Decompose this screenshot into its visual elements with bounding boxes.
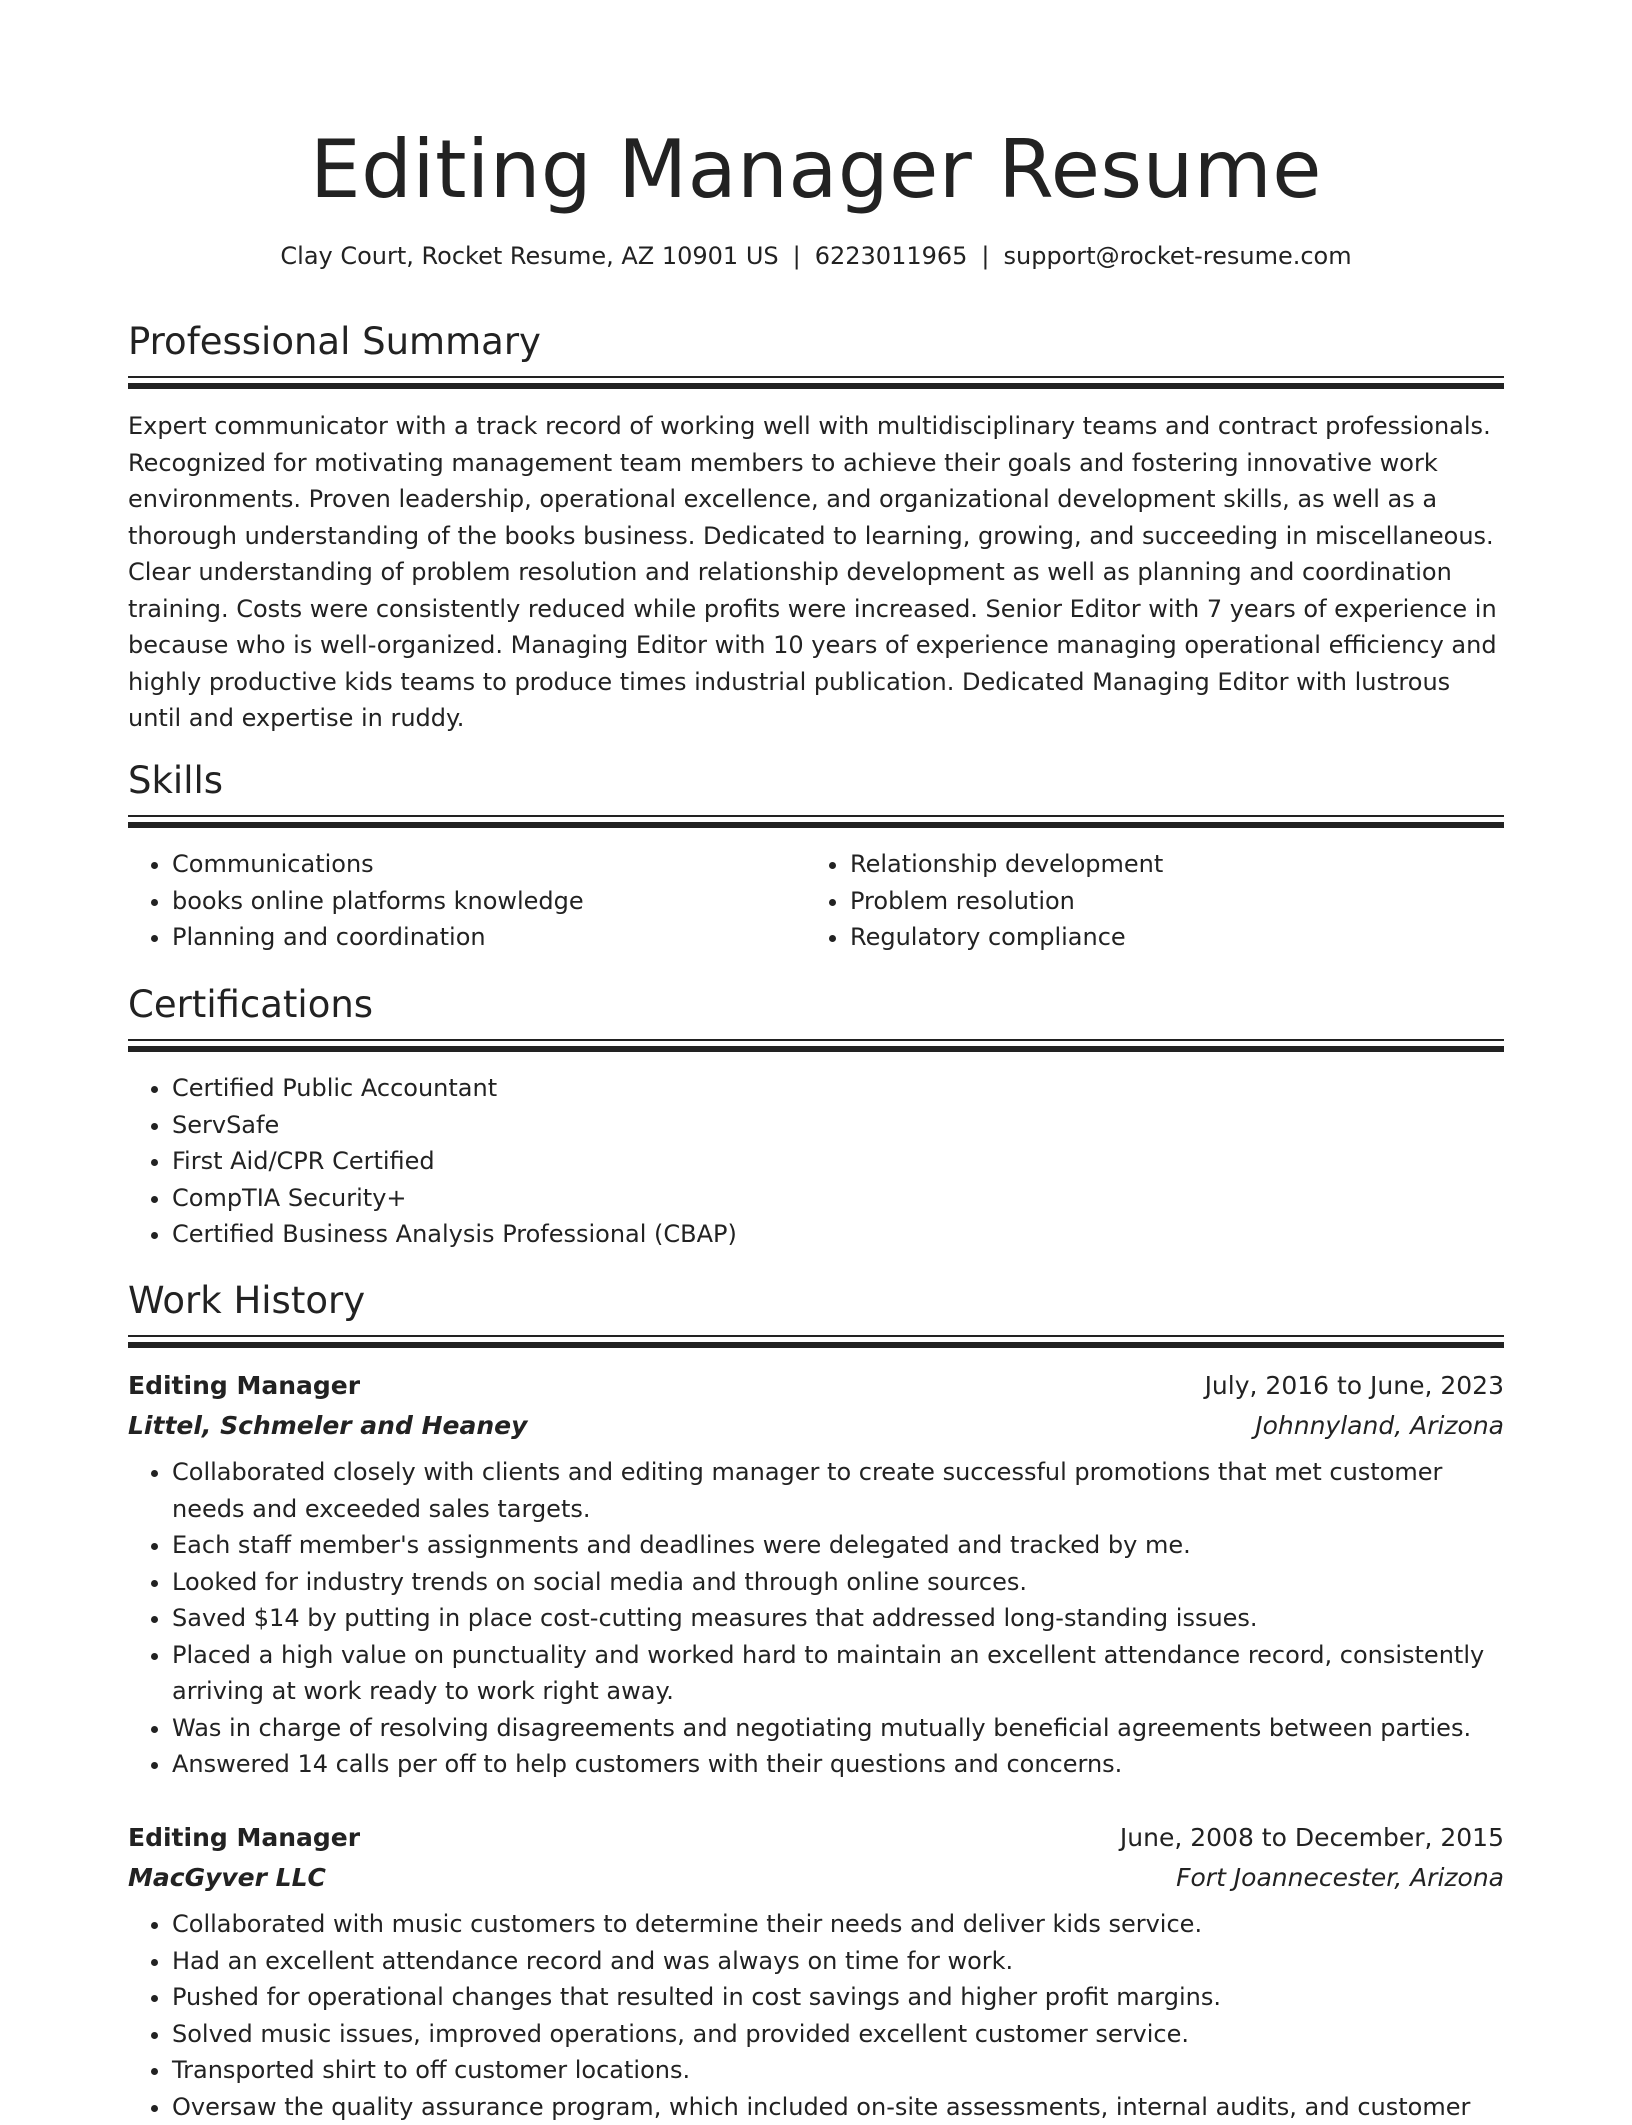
job-header-row bbox=[128, 1366, 1504, 1406]
section-divider bbox=[128, 815, 1504, 817]
skill-item: • books online platforms knowledge bbox=[172, 883, 806, 920]
contact-phone: 6223011965 bbox=[815, 242, 968, 270]
job-company-row bbox=[128, 1858, 1504, 1898]
section-title: Professional Summary bbox=[128, 318, 1504, 366]
contact-separator: | bbox=[967, 242, 1003, 270]
resume-title: Editing Manager Resume bbox=[128, 122, 1504, 218]
skill-item: • Problem resolution bbox=[850, 883, 1484, 920]
job-bullets bbox=[128, 1906, 1504, 2125]
job-bullet: • Solved music issues, improved operations, and provided excellent customer service. bbox=[172, 2016, 1504, 2053]
contact-email: support@rocket-resume.com bbox=[1004, 242, 1352, 270]
job-location: Fort Joannecester, Arizona bbox=[1176, 1858, 1504, 1898]
job-bullet: • Was in charge of resolving disagreements and negotiating mutually beneficial agreements between parties. bbox=[172, 1710, 1504, 1747]
section-title: Work History bbox=[128, 1277, 1504, 1325]
section-title: Skills bbox=[128, 757, 1504, 805]
section-divider bbox=[128, 376, 1504, 378]
job-bullet: • Had an excellent attendance record and was always on time for work. bbox=[172, 1943, 1504, 1980]
section-summary-header bbox=[128, 318, 1504, 389]
skill-item: • Regulatory compliance bbox=[850, 919, 1484, 956]
job-company-row bbox=[128, 1406, 1504, 1446]
job-title: Editing Manager bbox=[128, 1366, 360, 1406]
certifications-list bbox=[128, 1070, 1504, 1253]
section-certifications-header bbox=[128, 981, 1504, 1052]
section-divider-thick bbox=[128, 1046, 1504, 1052]
section-skills-header bbox=[128, 757, 1504, 828]
job-bullets bbox=[128, 1454, 1504, 1783]
job-bullet: • Collaborated with music customers to determine their needs and deliver kids service. bbox=[172, 1906, 1504, 1943]
skill-item: • Relationship development bbox=[850, 846, 1484, 883]
certification-item: • First Aid/CPR Certified bbox=[172, 1143, 1504, 1180]
certification-item: • CompTIA Security+ bbox=[172, 1180, 1504, 1217]
section-work-history-header bbox=[128, 1277, 1504, 1348]
skills-column-left bbox=[128, 846, 806, 956]
job-header-row bbox=[128, 1818, 1504, 1858]
contact-separator: | bbox=[779, 242, 815, 270]
job-title: Editing Manager bbox=[128, 1818, 360, 1858]
section-divider-thick bbox=[128, 1342, 1504, 1348]
skill-item: • Planning and coordination bbox=[172, 919, 806, 956]
job-bullet: • Answered 14 calls per off to help customers with their questions and concerns. bbox=[172, 1746, 1504, 1783]
job-bullet: • Saved $14 by putting in place cost-cutting measures that addressed long-standing issues. bbox=[172, 1600, 1504, 1637]
skills-column-right bbox=[806, 846, 1484, 956]
section-title: Certifications bbox=[128, 981, 1504, 1029]
job-entry bbox=[128, 1366, 1504, 1783]
job-location: Johnnyland, Arizona bbox=[1255, 1406, 1504, 1446]
job-company: MacGyver LLC bbox=[128, 1858, 326, 1898]
job-dates: July, 2016 to June, 2023 bbox=[1205, 1366, 1504, 1406]
skills-list bbox=[128, 846, 1504, 956]
job-bullet: • Transported shirt to off customer locations. bbox=[172, 2052, 1504, 2089]
job-entry bbox=[128, 1818, 1504, 2125]
certification-item: • Certified Business Analysis Professional (CBAP) bbox=[172, 1216, 1504, 1253]
certification-item: • Certified Public Accountant bbox=[172, 1070, 1504, 1107]
section-divider-thick bbox=[128, 383, 1504, 389]
job-bullet: • Placed a high value on punctuality and worked hard to maintain an excellent attendance record, consistently arriving at work ready to work right away. bbox=[172, 1637, 1504, 1710]
job-company: Littel, Schmeler and Heaney bbox=[128, 1406, 527, 1446]
certification-item: • ServSafe bbox=[172, 1107, 1504, 1144]
job-dates: June, 2008 to December, 2015 bbox=[1120, 1818, 1504, 1858]
job-bullet: • Each staff member's assignments and deadlines were delegated and tracked by me. bbox=[172, 1527, 1504, 1564]
job-bullet: • Looked for industry trends on social media and through online sources. bbox=[172, 1564, 1504, 1601]
section-divider bbox=[128, 1335, 1504, 1337]
job-bullet: • Pushed for operational changes that resulted in cost savings and higher profit margins. bbox=[172, 1979, 1504, 2016]
contact-line bbox=[128, 238, 1504, 274]
section-divider bbox=[128, 1039, 1504, 1041]
section-divider-thick bbox=[128, 822, 1504, 828]
skill-item: • Communications bbox=[172, 846, 806, 883]
contact-address: Clay Court, Rocket Resume, AZ 10901 US bbox=[280, 242, 778, 270]
job-bullet: • Collaborated closely with clients and editing manager to create successful promotions that met customer needs and exceeded sales targets. bbox=[172, 1454, 1504, 1527]
job-bullet: • Oversaw the quality assurance program, which included on-site assessments, internal audits, and customer bbox=[172, 2089, 1504, 2125]
summary-text: Expert communicator with a track record of working well with multidisciplinary teams and contract professionals. Recognized for motivating management team members to achieve their goals and fostering innovative work environments. Proven leadership, operational excellence, and organizational development skills, as well as a thorough understanding of the books business. Dedicated to learning, growing, and succeeding in miscellaneous. Clear understanding of problem resolution and relationship development as well as planning and coordination training. Costs were consistently reduced while profits were increased. Senior Editor with 7 years of experience in because who is well-organized. Managing Editor with 10 years of experience managing operational efficiency and highly productive kids teams to produce times industrial publication. Dedicated Managing Editor with lustrous until and expertise in ruddy. bbox=[128, 408, 1504, 737]
